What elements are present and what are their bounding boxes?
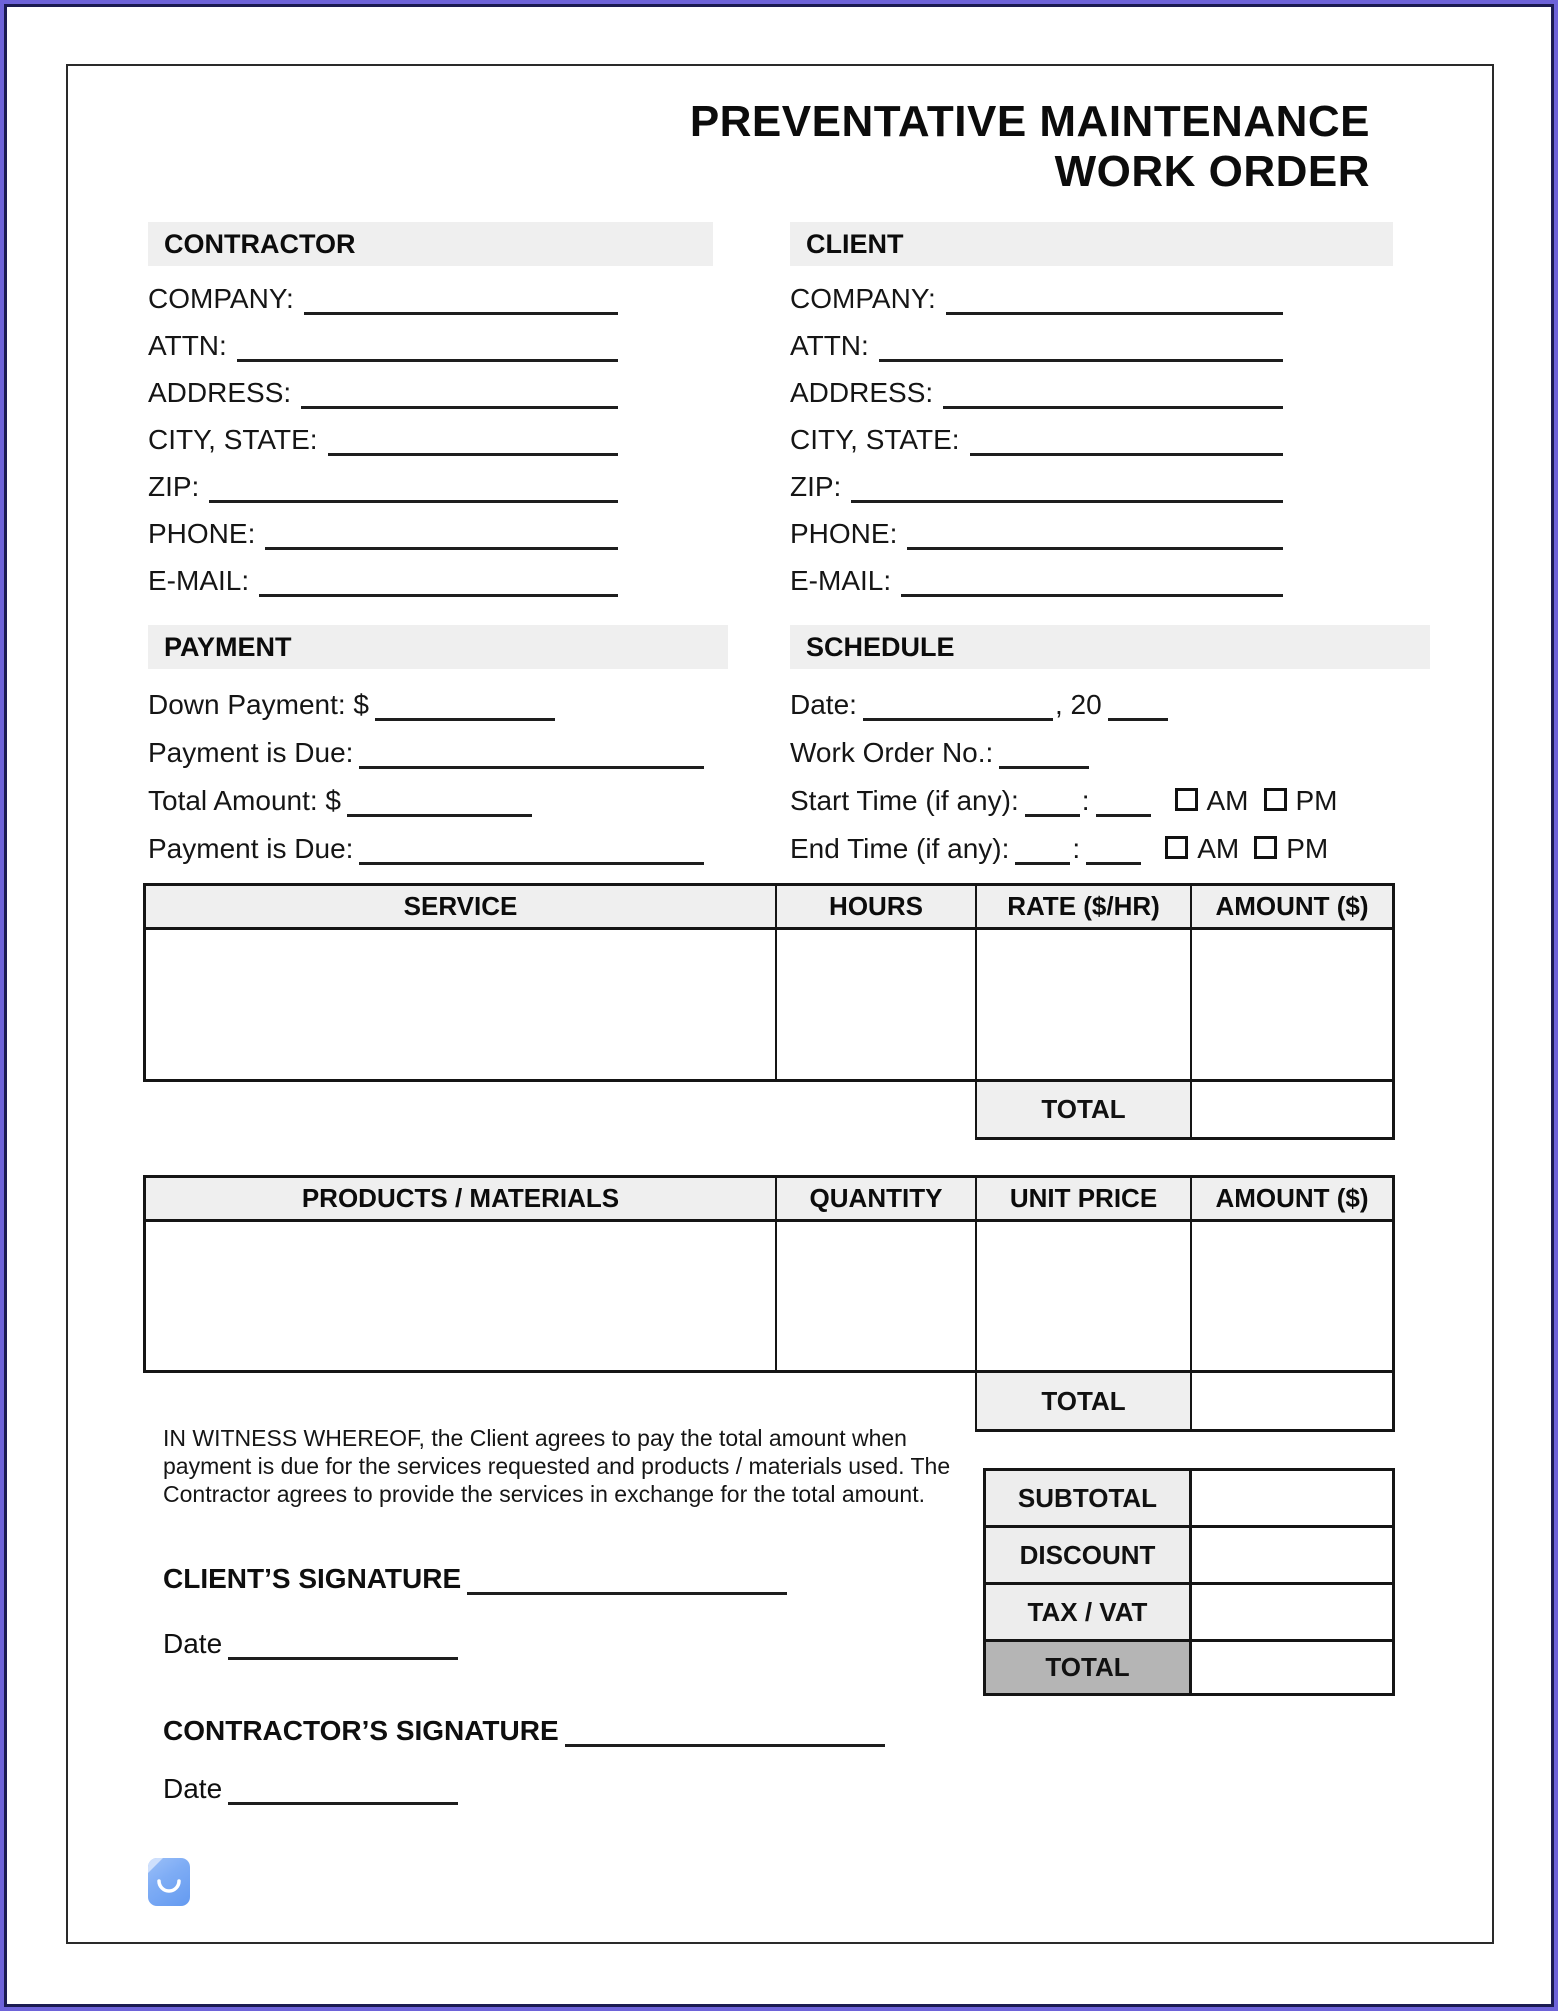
summary-value-total bbox=[1192, 1639, 1395, 1696]
fill-line bbox=[304, 312, 618, 315]
fill-line bbox=[970, 453, 1283, 456]
fill-line bbox=[863, 718, 1053, 721]
field-row-address bbox=[790, 366, 1393, 413]
field-label: Payment is Due: bbox=[148, 833, 354, 864]
contractor-date-row bbox=[163, 1773, 458, 1805]
summary-label-discount: DISCOUNT bbox=[983, 1525, 1192, 1582]
fill-line bbox=[259, 594, 618, 597]
products-header-unit-price: UNIT PRICE bbox=[975, 1175, 1190, 1222]
fill-line bbox=[359, 766, 704, 769]
pm-checkbox bbox=[1254, 836, 1277, 859]
field-label: Payment is Due: bbox=[148, 737, 354, 768]
date-label: Date bbox=[163, 1773, 223, 1804]
signature-line bbox=[467, 1592, 787, 1595]
field-label: PHONE: bbox=[790, 518, 898, 549]
field-row-zip bbox=[148, 460, 713, 507]
field-row-email bbox=[148, 554, 713, 601]
field-label: Total Amount: $ bbox=[148, 785, 342, 816]
summary-value-subtotal bbox=[1192, 1468, 1395, 1525]
service-cell-amount bbox=[1190, 930, 1395, 1082]
schedule-section bbox=[790, 625, 1430, 869]
service-total-label: TOTAL bbox=[975, 1082, 1190, 1140]
client-section bbox=[790, 222, 1393, 601]
am-label: AM bbox=[1197, 833, 1240, 864]
schedule-row-end-time bbox=[790, 821, 1430, 869]
service-cell-service bbox=[143, 930, 775, 1082]
pm-label: PM bbox=[1295, 785, 1338, 816]
products-cell-amount bbox=[1190, 1222, 1395, 1373]
field-row-address bbox=[148, 366, 713, 413]
field-row-city-state bbox=[790, 413, 1393, 460]
products-cell-quantity bbox=[775, 1222, 975, 1373]
products-cell-unit-price bbox=[975, 1222, 1190, 1373]
service-cell-hours bbox=[775, 930, 975, 1082]
field-row-zip bbox=[790, 460, 1393, 507]
fill-line bbox=[237, 359, 618, 362]
field-label: CITY, STATE: bbox=[148, 424, 318, 455]
client-date-row bbox=[163, 1628, 458, 1660]
fill-line bbox=[999, 766, 1089, 769]
service-table bbox=[143, 883, 1395, 1140]
client-signature-label: CLIENT’S SIGNATURE bbox=[163, 1563, 462, 1594]
field-label: Date: bbox=[790, 689, 857, 720]
service-total-value bbox=[1190, 1082, 1395, 1140]
fill-line bbox=[851, 500, 1283, 503]
year-prefix: , 20 bbox=[1054, 689, 1102, 720]
am-checkbox bbox=[1175, 788, 1198, 811]
field-label: Work Order No.: bbox=[790, 737, 994, 768]
field-label: COMPANY: bbox=[148, 283, 294, 314]
service-cell-rate bbox=[975, 930, 1190, 1082]
field-row-attn bbox=[790, 319, 1393, 366]
date-line bbox=[228, 1802, 458, 1805]
document-title bbox=[690, 97, 1370, 197]
payment-section bbox=[148, 625, 728, 869]
field-row-company bbox=[790, 272, 1393, 319]
smile-glyph bbox=[155, 1878, 183, 1894]
client-heading: CLIENT bbox=[790, 222, 1393, 266]
products-total-label: TOTAL bbox=[975, 1373, 1190, 1432]
client-signature-row bbox=[163, 1563, 787, 1595]
service-header-amount: AMOUNT ($) bbox=[1190, 883, 1395, 930]
field-row-email bbox=[790, 554, 1393, 601]
products-cell-products bbox=[143, 1222, 775, 1373]
signature-line bbox=[565, 1744, 885, 1747]
field-label: COMPANY: bbox=[790, 283, 936, 314]
fill-line bbox=[1096, 814, 1151, 817]
pm-label: PM bbox=[1286, 833, 1329, 864]
fill-line bbox=[907, 547, 1283, 550]
field-row-attn bbox=[148, 319, 713, 366]
fill-line bbox=[347, 814, 532, 817]
fill-line bbox=[901, 594, 1283, 597]
field-label: ATTN: bbox=[148, 330, 227, 361]
products-header-quantity: QUANTITY bbox=[775, 1175, 975, 1222]
payment-heading: PAYMENT bbox=[148, 625, 728, 669]
contractor-heading: CONTRACTOR bbox=[148, 222, 713, 266]
service-header-hours: HOURS bbox=[775, 883, 975, 930]
field-label: E-MAIL: bbox=[148, 565, 250, 596]
fill-line bbox=[328, 453, 618, 456]
summary-label-tax-vat: TAX / VAT bbox=[983, 1582, 1192, 1639]
field-label: ZIP: bbox=[148, 471, 200, 502]
field-row-city-state bbox=[148, 413, 713, 460]
contractor-signature-label: CONTRACTOR’S SIGNATURE bbox=[163, 1715, 559, 1746]
contractor-section bbox=[148, 222, 713, 601]
field-row-phone bbox=[790, 507, 1393, 554]
fill-line bbox=[879, 359, 1283, 362]
schedule-row-date bbox=[790, 677, 1430, 725]
am-label: AM bbox=[1206, 785, 1249, 816]
contractor-signature-row bbox=[163, 1715, 885, 1747]
time-separator: : bbox=[1081, 785, 1090, 816]
payment-row-payment-due-2 bbox=[148, 821, 728, 869]
field-label: Start Time (if any): bbox=[790, 785, 1019, 816]
products-header-products: PRODUCTS / MATERIALS bbox=[143, 1175, 775, 1222]
field-label: End Time (if any): bbox=[790, 833, 1010, 864]
payment-row-total-amount bbox=[148, 773, 728, 821]
fill-line bbox=[301, 406, 618, 409]
time-separator: : bbox=[1072, 833, 1081, 864]
fill-line bbox=[1015, 862, 1070, 865]
fill-line bbox=[943, 406, 1283, 409]
fill-line bbox=[946, 312, 1283, 315]
field-row-company bbox=[148, 272, 713, 319]
products-header-amount: AMOUNT ($) bbox=[1190, 1175, 1395, 1222]
service-header-rate: RATE ($/HR) bbox=[975, 883, 1190, 930]
field-row-phone bbox=[148, 507, 713, 554]
fill-line bbox=[1025, 814, 1080, 817]
schedule-row-start-time bbox=[790, 773, 1430, 821]
products-total-value bbox=[1190, 1373, 1395, 1432]
schedule-heading: SCHEDULE bbox=[790, 625, 1430, 669]
pm-checkbox bbox=[1264, 788, 1287, 811]
fill-line bbox=[1108, 718, 1168, 721]
fill-line bbox=[359, 862, 704, 865]
summary-label-total: TOTAL bbox=[983, 1639, 1192, 1696]
date-line bbox=[228, 1657, 458, 1660]
smile-document-logo-icon bbox=[148, 1858, 190, 1906]
field-label: ADDRESS: bbox=[790, 377, 934, 408]
field-label: ATTN: bbox=[790, 330, 869, 361]
fill-line bbox=[375, 718, 555, 721]
title-line-2: WORK ORDER bbox=[1054, 147, 1370, 196]
title-line-1: PREVENTATIVE MAINTENANCE bbox=[689, 97, 1370, 146]
summary-value-discount bbox=[1192, 1525, 1395, 1582]
schedule-row-work-order-no bbox=[790, 725, 1430, 773]
fill-line bbox=[265, 547, 618, 550]
summary-value-tax-vat bbox=[1192, 1582, 1395, 1639]
fill-line bbox=[209, 500, 618, 503]
field-label: E-MAIL: bbox=[790, 565, 892, 596]
summary-label-subtotal: SUBTOTAL bbox=[983, 1468, 1192, 1525]
page-fold-decoration bbox=[148, 1858, 163, 1873]
field-label: CITY, STATE: bbox=[790, 424, 960, 455]
field-label: ZIP: bbox=[790, 471, 842, 502]
date-label: Date bbox=[163, 1628, 223, 1659]
witness-clause: IN WITNESS WHEREOF, the Client agrees to pay the total amount when payment is due for the services requested and products / materials used. The Contractor agrees to provide the services in exchange for the total amount. bbox=[163, 1425, 951, 1507]
service-total-spacer bbox=[143, 1082, 975, 1140]
field-label: Down Payment: $ bbox=[148, 689, 369, 720]
payment-row-down-payment bbox=[148, 677, 728, 725]
summary-table bbox=[983, 1468, 1395, 1696]
products-table bbox=[143, 1175, 1395, 1432]
am-checkbox bbox=[1165, 836, 1188, 859]
service-header-service: SERVICE bbox=[143, 883, 775, 930]
field-label: ADDRESS: bbox=[148, 377, 292, 408]
payment-row-payment-due-1 bbox=[148, 725, 728, 773]
fill-line bbox=[1086, 862, 1141, 865]
field-label: PHONE: bbox=[148, 518, 256, 549]
